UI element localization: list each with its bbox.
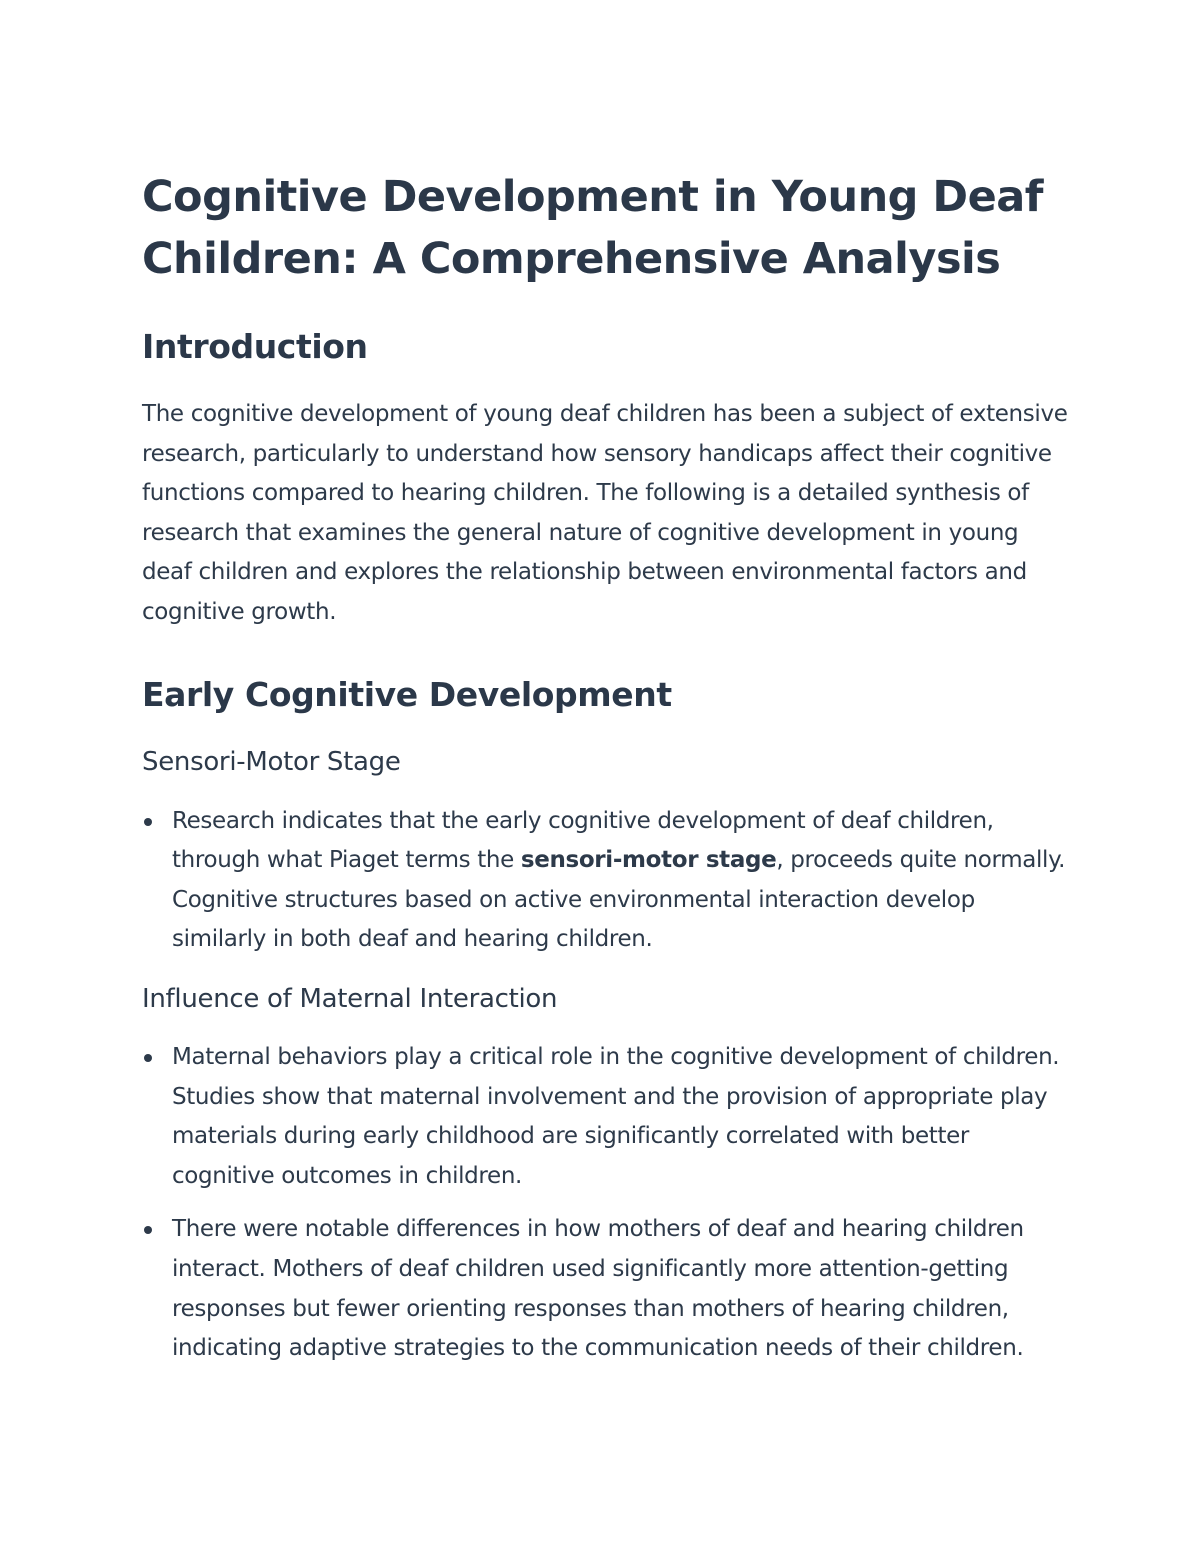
- list-item: [142, 802, 1072, 960]
- maternal-interaction-heading: Influence of Maternal Interaction: [142, 983, 558, 1014]
- list-item-bold-term: sensori-motor stage: [520, 847, 777, 874]
- early-development-heading: Early Cognitive Development: [142, 674, 672, 714]
- bullet-icon: [144, 818, 152, 826]
- document-page: [142, 166, 1072, 1369]
- sensori-motor-list: [142, 802, 1072, 960]
- list-item: [142, 1210, 1072, 1368]
- bullet-icon: [144, 1054, 152, 1062]
- maternal-interaction-list: [142, 1038, 1072, 1369]
- list-item: [142, 1038, 1072, 1196]
- introduction-paragraph: The cognitive development of young deaf children has been a subject of extensive research, particularly to understand how sensory handicaps affect their cognitive functions compared to hearing children. The following is a detailed synthesis of research that examines the general nature of cognitive development in young deaf children and explores the relationship between environmental factors and cognitive growth.: [142, 401, 1068, 625]
- sensori-motor-heading: Sensori-Motor Stage: [142, 746, 401, 777]
- introduction-heading: Introduction: [142, 327, 368, 366]
- list-item-text: Maternal behaviors play a critical role in the cognitive development of children. Studies show that maternal involvement and the provision of appropriate play materials during early childhood are significantly correlated with better cognitive outcomes in children.: [172, 1043, 1060, 1189]
- document-title: Cognitive Development in Young Deaf Children: A Comprehensive Analysis: [142, 172, 1044, 284]
- list-item-text: There were notable differences in how mothers of deaf and hearing children interact. Mothers of deaf children used significantly more attention-getting responses but fewer orienting responses than mothers of hearing children, indicating adaptive strategies to the communication needs of their children.: [172, 1216, 1024, 1362]
- bullet-icon: [144, 1226, 152, 1234]
- list-item-text-before: Research indicates that the early cognitive development of deaf children, through what Piaget terms the: [172, 807, 994, 874]
- list-item-text-after: , proceeds quite normally. Cognitive structures based on active environmental interaction develop similarly in both deaf and hearing children.: [172, 847, 1066, 953]
